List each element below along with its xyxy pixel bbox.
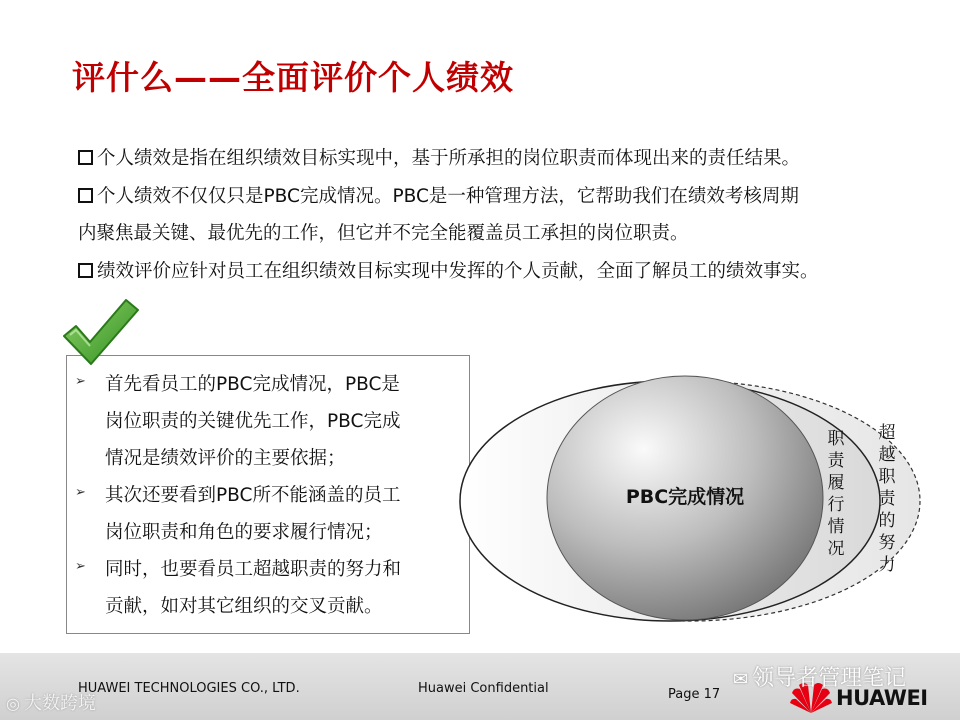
criteria-2-line-1: 其次还要看到PBC所不能涵盖的员工 — [105, 485, 401, 506]
intro-bullets — [78, 140, 938, 290]
evaluation-criteria-box — [66, 355, 470, 634]
arrow-bullet-icon: ➢ — [75, 485, 86, 500]
huawei-brand-text: HUAWEI — [836, 686, 928, 710]
criteria-3-line-2: 贡献，如对其它组织的交叉贡献。 — [105, 596, 383, 617]
bullet-3-line-1: 绩效评价应针对员工在组织绩效目标实现中发挥的个人贡献，全面了解员工的绩效事实。 — [78, 253, 938, 291]
watermark-right: ✉ 领导者管理笔记 — [733, 666, 907, 691]
criteria-1-line-3: 情况是绩效评价的主要依据； — [105, 448, 346, 469]
pbc-label: PBC完成情况 — [625, 486, 745, 508]
square-bullet-icon — [78, 263, 93, 278]
duty-fulfillment-label: 职责履行情况 — [827, 429, 845, 559]
criteria-item-2 — [67, 477, 469, 551]
wechat-icon: ✉ — [733, 669, 749, 690]
green-checkmark-icon — [60, 294, 140, 374]
criteria-item-1 — [67, 366, 469, 477]
criteria-3-line-1: 同时，也要看员工超越职责的努力和 — [105, 559, 402, 580]
arrow-bullet-icon: ➢ — [75, 559, 86, 574]
watermark-logo-icon: ◎ — [6, 694, 20, 713]
beyond-duty-label: 超越职责的努力 — [878, 423, 896, 575]
bullet-2-line-2: 内聚焦最关键、最优先的工作，但它并不完全能覆盖员工承担的岗位职责。 — [78, 223, 689, 244]
page-number: Page 17 — [668, 687, 721, 702]
company-name: HUAWEI TECHNOLOGIES CO., LTD. — [78, 681, 300, 696]
page-title: 评什么——全面评价个人绩效 — [72, 58, 514, 97]
criteria-item-3 — [67, 551, 469, 625]
bullet-1-line-1: 个人绩效是指在组织绩效目标实现中，基于所承担的岗位职责而体现出来的责任结果。 — [78, 140, 938, 178]
watermark-left: ◎ 大数跨境 — [6, 693, 96, 714]
confidential-label: Huawei Confidential — [418, 681, 549, 696]
criteria-2-line-2: 岗位职责和角色的要求履行情况； — [105, 522, 383, 543]
criteria-1-line-2: 岗位职责的关键优先工作，PBC完成 — [105, 411, 401, 432]
bullet-2-line-1: 个人绩效不仅仅只是PBC完成情况。PBC是一种管理方法，它帮助我们在绩效考核周期 — [78, 178, 938, 216]
square-bullet-icon — [78, 150, 93, 165]
arrow-bullet-icon: ➢ — [75, 374, 86, 389]
criteria-1-line-1: 首先看员工的PBC完成情况，PBC是 — [105, 374, 400, 395]
square-bullet-icon — [78, 188, 93, 203]
footer-bar — [0, 653, 960, 720]
